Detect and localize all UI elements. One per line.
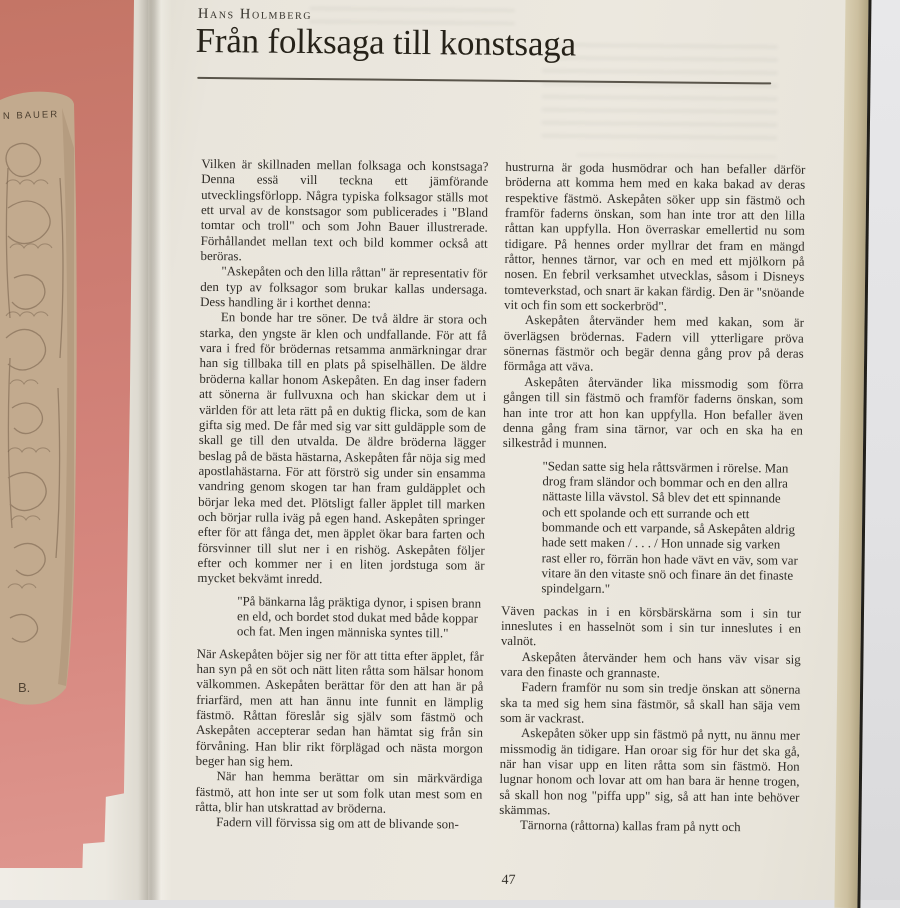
paragraph: Askepåten återvänder hem med kakan, som är överlägsen brödernas. Fadern vill ytterligare pröva sönernas fästmör och begär denna gång prov på deras förmåga att väva. [503,313,804,375]
article-title: Från folksaga till konstsaga [195,20,577,64]
article-author: Hans Holmberg [197,5,313,23]
sketch-signature: N BAUER [2,109,60,122]
paragraph: Väven packas in i en körsbärskärna som i sin tur inneslutes i en hasselnöt som i sin tur inneslutes i en valnöt. [500,603,802,649]
bauer-sketch-illustration [0,88,80,728]
paragraph: Askepåten återvänder lika missmodig som förra gången till sin fästmö och framför faderns önskan, som han inte tror att hon kan uppfylla. Hon befaller även denna gång fram sina tärnor, var och en ska ha en silkestråd i munnen. [502,374,804,452]
show-through-ghosting [542,43,778,145]
paragraph: Fadern framför nu som sin tredje önskan att sönerna ska ta med sig hem sina fästmör, så skall han säja vem som är vackrast. [500,680,801,726]
block-quote: "Sedan satte sig hela råttsvärmen i rörelse. Man drog fram sländor och bommar och en den allra nättaste lilla vävstol. Så blev det ett spinnande och ett spolande och ett surrande och ett bommande och ett varpande, så Askepåten aldrig hade sett maken / . . . / Hon unnade sig varken rast eller ro, förrän hon hade vävt en väv, som var vitare än den vitaste snö och finare än det finaste spindelgarn." [541,458,798,597]
text-column-left [195,157,488,834]
paragraph: hustrurna är goda husmödrar och han befaller därför bröderna att komma hem med en kaka bakad av deras respektive fästmö. Askepåten söker upp sin fästmö och framför faderns önskan, som han inte tror att den lilla råttan kan uppfylla. Hon överraskar emellertid nu som tidigare. På hennes order myllrar det fram en mängd råttor, hennes tärnor, var och en med ett mjölkorn på nosen. En febril verksamhet utvecklas, såsom i Disneys tomteverkstad, och snart är kakan färdig. Den är "snöande vit och fin som ett sockerbröd". [504,159,806,314]
paragraph: Fadern vill förvissa sig om att de blivande son- [216,815,459,832]
paragraph: När han hemma berättar om sin märkvärdiga fästmö, att hon inte ser ut som folk utan mest som en råtta, blir han utskrattad av bröderna. [195,769,483,816]
page-content [139,0,848,906]
paragraph: Tärnorna (råttorna) kallas fram på nytt och [520,818,741,835]
paragraph: "Askepåten och den lilla råttan" är representativ för den typ av folksagor som brukar kallas undersaga. Dess handling är i korthet denna: [200,264,488,311]
paragraph: Askepåten återvänder hem och hans väv visar sig vara den finaste och grannaste. [500,649,801,681]
paragraph: En bonde har tre söner. De två äldre är stora och starka, den yngste är klen och undfallande. För att få vara i fred för brödernas retsamma anmärkningar drar han sig tillbaka till en plats på spiselhällen. De äldre bröderna kallar honom Askepåten. En dag inser fadern att sönerna är fullvuxna och han skickar dem ut i världen för att leta rätt på en duktig flicka, som de kan gifta sig med. De får med sig var sitt guldäpple som de skall ge till den utvalda. De äldre bröderna lägger beslag på de bästa hästarna, Askepåten får nöja sig med apostlahästarna. För att förströ sig under sin ensamma vandring genom skogen tar han fram guldäpplet och börjar leka med det. Plötsligt faller äpplet till marken och börjar rulla iväg på egen hand. Askepåten springer efter för att fånga det, men äpplet ökar bara farten och försvinner till slut ner i en rishög. Askepåten följer efter och kommer ner i en liten jordstuga som är mycket bekvämt inredd. [197,310,488,587]
paragraph: Askepåten söker upp sin fästmö på nytt, nu ännu mer missmodig än tidigare. Han oroar sig för hur det ska gå, när han visar upp en liten råtta som sin fästmö. Hon lugnar honom och lovar att om han bara är henne trogen, så skall hon nog "piffa upp" sig, så att han inte behöver skämmas. [499,726,801,818]
block-quote: "På bänkarna låg präktiga dynor, i spisen brann en eld, och bordet stod dukat med både koppar och fat. Men ingen människa syntes till." [236,593,482,641]
sketch-monogram: B. [18,680,31,695]
paragraph: När Askepåten böjer sig ner för att titta efter äpplet, får han syn på en söt och nätt liten råtta som hälsar honom välkommen. Askepåten berättar för den att han är på friarfärd, men att han ännu inte funnit en lämplig fästmö. Råttan föreslår sig själv som fästmö och Askepåten accepterar sedan han hämtat sig från sin förvåning. Han blir rikt förplägad och nästa morgon beger han sig hem. [195,646,484,769]
text-column-right [499,160,805,837]
page-number: 47 [501,872,516,888]
text-columns [195,157,805,837]
paragraph: Vilken är skillnaden mellan folksaga och konstsaga? Denna essä vill teckna ett jämförande utvecklingsförlopp. Några typiska folksagor ställs mot ett urval av de konstsagor som publicerades i "Bland tomtar och troll" och som John Bauer illustrerade. Förhållandet mellan text och bild kommer också att beröras. [200,156,489,264]
